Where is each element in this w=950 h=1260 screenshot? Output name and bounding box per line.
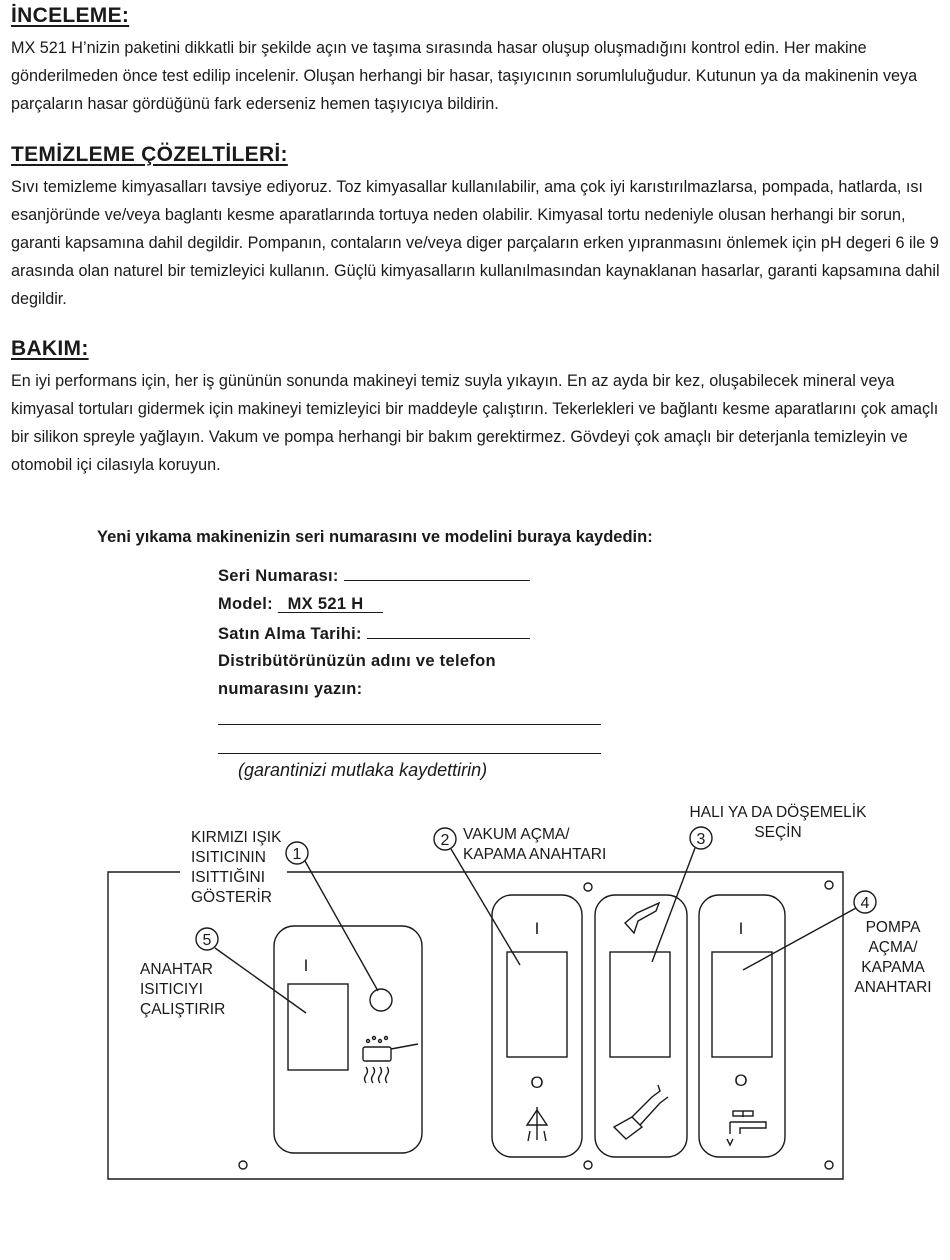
carpet-wand-icon xyxy=(614,1085,668,1139)
heater-rocker-switch xyxy=(288,984,348,1070)
screw-hole xyxy=(584,1161,592,1169)
registration-title: Yeni yıkama makinenizin seri numarasını ve modelini buraya kaydedin: xyxy=(97,528,653,546)
screw-hole xyxy=(239,1161,247,1169)
leader-line-4 xyxy=(743,908,856,970)
screw-hole xyxy=(825,881,833,889)
model-field xyxy=(218,595,383,614)
serial-number-blank xyxy=(344,566,530,581)
pump-rocker-switch xyxy=(712,952,772,1057)
inspection-section xyxy=(11,4,941,118)
pump-on-symbol: I xyxy=(738,919,744,938)
vacuum-rocker-switch xyxy=(507,952,567,1057)
purchase-date-blank xyxy=(367,624,530,639)
serial-number-field xyxy=(218,566,530,586)
callout-number-3: 3 xyxy=(696,831,706,848)
screw-hole xyxy=(825,1161,833,1169)
vacuum-on-symbol: I xyxy=(534,919,540,938)
leader-line-5 xyxy=(215,948,306,1013)
callout-number-4: 4 xyxy=(860,895,870,912)
model-value: MX 521 H xyxy=(287,595,364,613)
cleaning-section xyxy=(11,143,941,313)
inspection-heading: İNCELEME: xyxy=(11,4,130,27)
registration-note: (garantinizi mutlaka kaydettirin) xyxy=(238,760,488,780)
water-faucet-icon xyxy=(727,1111,766,1145)
label-vacuum-switch: VAKUM AÇMA/ KAPAMA ANAHTARI xyxy=(463,826,607,863)
screw-hole xyxy=(584,883,592,891)
model-label: Model: xyxy=(218,595,273,613)
selector-switch-plate xyxy=(595,895,687,1157)
heater-on-symbol: I xyxy=(303,956,309,975)
red-indicator-light xyxy=(370,989,392,1011)
label-heater-switch: ANAHTAR ISITICIYI ÇALIŞTIRIR xyxy=(140,961,226,1018)
panel-outline xyxy=(108,872,843,1179)
label-pump-switch: POMPA AÇMA/ KAPAMA ANAHTARI xyxy=(854,919,932,996)
serial-number-label: Seri Numarası: xyxy=(218,567,339,585)
cleaning-body: Sıvı temizleme kimyasalları tavsiye ediyoruz. Toz kimyasallar kullanılabilir, ama çok iyi karıstırılmazlarsa, pompada, hatlarda, ısı esanjöründe ve/veya baglantı kesme aparatlarında tortuya neden olabilir. Kimyasal tortu nedeniyle olusan herhangi bir sorun, garanti kapsamına dahil degildir. Pompanın, contaların ve/veya diger parçaların erken yıpranmasını önlemek için pH degeri 6 ile 9 arasında olan naturel bir temizleyici kullanın. Güçlü kimyasalların kullanılmasından kaynaklanan hasarlar, garanti kapsamına dahil degildir. xyxy=(11,178,940,308)
cleaning-heading: TEMİZLEME ÇÖZELTİLERİ: xyxy=(11,143,288,166)
label-red-light: KIRMIZI IŞIK ISITICININ ISITTIĞINI GÖSTERİR xyxy=(191,829,282,906)
purchase-date-field xyxy=(218,624,530,644)
leader-line-2 xyxy=(451,849,520,965)
distributor-label-line2: numarasını yazın: xyxy=(218,680,363,698)
distributor-blank-1 xyxy=(218,724,601,725)
callout-number-1: 1 xyxy=(292,846,302,863)
vacuum-wand-icon xyxy=(527,1107,547,1141)
maintenance-body: En iyi performans için, her iş gününün sonunda makineyi temiz suyla yıkayın. En az ayda bir kez, oluşabilecek mineral veya kimyasal tortuları gidermek için makineyi temizleyici bir maddeyle çalıştırın. Tekerlekleri ve bağlantı kesme aparatlarını çok amaçlı bir silikon spreyle yağlayın. Vakum ve pompa herhangi bir bakım gerektirmez. Gövdeyi çok amaçlı bir deterjanla temizleyin ve otomobil içi cilasıyla koruyun. xyxy=(11,372,939,474)
purchase-date-label: Satın Alma Tarihi: xyxy=(218,625,362,643)
pump-off-symbol: O xyxy=(734,1071,748,1090)
upholstery-tool-icon xyxy=(625,903,659,933)
inspection-body: MX 521 H’nizin paketini dikkatli bir şekilde açın ve taşıma sırasında hasar oluşup oluşmadığını kontrol edin. Her makine gönderilmeden önce test edilip incelenir. Oluşan herhangi bir hasar, taşıyıcının sorumluluğudur. Kutunun ya da makinenin veya parçaların hasar gördüğünü fark ederseniz hemen taşıyıcıya bildirin. xyxy=(11,39,918,113)
callout-number-5: 5 xyxy=(202,932,212,949)
distributor-label-line1: Distribütörünüzün adını ve telefon xyxy=(218,652,496,670)
distributor-blank-2 xyxy=(218,753,601,754)
vacuum-off-symbol: O xyxy=(530,1073,544,1092)
maintenance-heading: BAKIM: xyxy=(11,337,89,360)
callout-number-2: 2 xyxy=(440,832,450,849)
control-panel-diagram xyxy=(0,795,950,1195)
heater-pot-icon xyxy=(363,1037,418,1084)
maintenance-section xyxy=(11,337,941,479)
label-carpet-selector: HALI YA DA DÖŞEMELİK SEÇİN xyxy=(689,804,867,841)
selector-rocker-switch xyxy=(610,952,670,1057)
